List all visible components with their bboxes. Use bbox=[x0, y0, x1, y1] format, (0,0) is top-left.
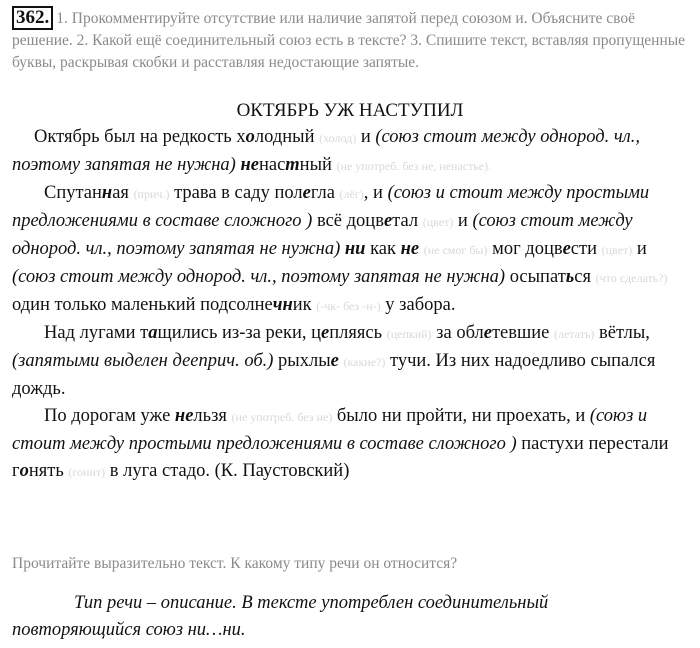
text: в луга стадо. (К. Паустовский) bbox=[109, 461, 350, 481]
hint: (цепкий) bbox=[386, 327, 432, 341]
comment: (союз и стоит между простыми предложениями в составе сложного ) bbox=[12, 183, 650, 231]
text: и bbox=[457, 211, 468, 231]
exercise-text bbox=[12, 124, 692, 486]
text: Спутан bbox=[44, 183, 102, 203]
answer-line-1: Тип речи – описание. В тексте употреблен соединительный bbox=[74, 593, 549, 613]
exercise-number: 362. bbox=[12, 6, 53, 30]
hint: (не употреб. без не) bbox=[231, 410, 333, 424]
inserted-letter: ь bbox=[565, 267, 575, 287]
inserted-letter: е bbox=[321, 323, 330, 343]
text: щились из-за реки, ц bbox=[157, 323, 322, 343]
comment: (союз стоит между однород. чл., поэтому запятая не нужна) bbox=[12, 211, 633, 259]
text: трава в саду пол bbox=[174, 183, 303, 203]
text: нять bbox=[28, 461, 64, 481]
inserted-letter: т bbox=[285, 155, 300, 175]
text: , и bbox=[363, 183, 383, 203]
text-title: ОКТЯБРЬ УЖ НАСТУПИЛ bbox=[236, 100, 464, 121]
text: По дорогам уже bbox=[44, 406, 171, 426]
inserted-letter: о bbox=[19, 461, 29, 481]
text: всё доцв bbox=[316, 211, 384, 231]
inserted-letter: не bbox=[400, 239, 420, 259]
text: тал bbox=[392, 211, 419, 231]
text: как bbox=[370, 239, 396, 259]
inserted-letter: не bbox=[240, 155, 259, 175]
text: и bbox=[360, 127, 371, 147]
hint: (цвет) bbox=[601, 243, 633, 257]
follow-up-question: Прочитайте выразительно текст. К какому типу речи он относится? bbox=[12, 555, 458, 572]
text: рыхлы bbox=[278, 351, 331, 371]
hint: (гонит) bbox=[68, 465, 106, 479]
text: тевшие bbox=[491, 323, 550, 343]
hint: (не употреб. без не, ненастье). bbox=[336, 159, 492, 173]
inserted-letter: н bbox=[101, 183, 113, 203]
inserted-letter: е bbox=[302, 183, 311, 203]
text: Над лугами т bbox=[44, 323, 149, 343]
paragraph-1 bbox=[12, 124, 692, 180]
inserted-letter: ни bbox=[344, 239, 366, 259]
text: было ни пройти, ни проехать, и bbox=[336, 406, 586, 426]
text: пастухи перестали г bbox=[12, 434, 669, 481]
comment: (запятыми выделен дееприч. об.) bbox=[12, 351, 274, 371]
inserted-letter: е bbox=[383, 211, 393, 231]
hint: (-чк- без -н-) bbox=[316, 299, 381, 313]
text: лодный bbox=[254, 127, 315, 147]
comment: (союз стоит между однород. чл., поэтому запятая не нужна) bbox=[12, 267, 506, 287]
text: ик bbox=[292, 295, 312, 315]
text: ный bbox=[299, 155, 332, 175]
text: тучи. Из них надоедливо сыпался дождь. bbox=[12, 351, 656, 399]
text: у забора. bbox=[385, 295, 456, 315]
inserted-letter: е bbox=[562, 239, 571, 259]
inserted-letter: е bbox=[330, 351, 339, 371]
text: пляясь bbox=[329, 323, 383, 343]
text: и bbox=[636, 239, 647, 259]
text: ая bbox=[112, 183, 129, 203]
hint: (прич.) bbox=[133, 187, 170, 201]
hint: (какие?) bbox=[343, 355, 386, 369]
inserted-letter: о bbox=[245, 127, 255, 147]
inserted-letter: е bbox=[483, 323, 492, 343]
text: осыпат bbox=[509, 267, 566, 287]
text: ся bbox=[574, 267, 591, 287]
answer bbox=[12, 590, 692, 644]
hint: (лёг) bbox=[339, 187, 364, 201]
task-instructions bbox=[12, 6, 692, 74]
hint: (холод) bbox=[319, 131, 357, 145]
inserted-letter: не bbox=[174, 406, 194, 426]
hint: (не смог бы) bbox=[423, 243, 488, 257]
hint: (что сделать?) bbox=[595, 271, 668, 285]
paragraph-3 bbox=[12, 320, 692, 403]
task-text: 1. Прокомментируйте отсутствие или наличие запятой перед союзом и. Объясните своё решение. 2. Какой ещё соединительный союз есть в тексте? 3. Спишите текст, вставляя пропущенные буквы, раскрывая скобки и расставляя недостающие запятые. bbox=[12, 10, 686, 71]
text: вётлы, bbox=[599, 323, 650, 343]
text: сти bbox=[570, 239, 597, 259]
inserted-letter: чн bbox=[272, 295, 293, 315]
hint: (цвет) bbox=[422, 215, 454, 229]
text: мог доцв bbox=[492, 239, 563, 259]
comment: (союз стоит между однород. чл., поэтому запятая не нужна) bbox=[12, 127, 640, 175]
answer-line-2: повторяющийся союз ни…ни. bbox=[12, 620, 246, 640]
text: гла bbox=[310, 183, 335, 203]
paragraph-2 bbox=[12, 180, 692, 320]
text: нас bbox=[258, 155, 286, 175]
paragraph-4 bbox=[12, 403, 692, 486]
hint: (летать) bbox=[553, 327, 595, 341]
text: Октябрь был на редкость х bbox=[34, 127, 246, 147]
text: за обл bbox=[436, 323, 484, 343]
text: один только маленький подсолне bbox=[12, 295, 273, 315]
text: льзя bbox=[193, 406, 227, 426]
inserted-letter: а bbox=[148, 323, 158, 343]
comment: (союз и стоит между простыми предложениями в составе сложного ) bbox=[12, 406, 648, 454]
